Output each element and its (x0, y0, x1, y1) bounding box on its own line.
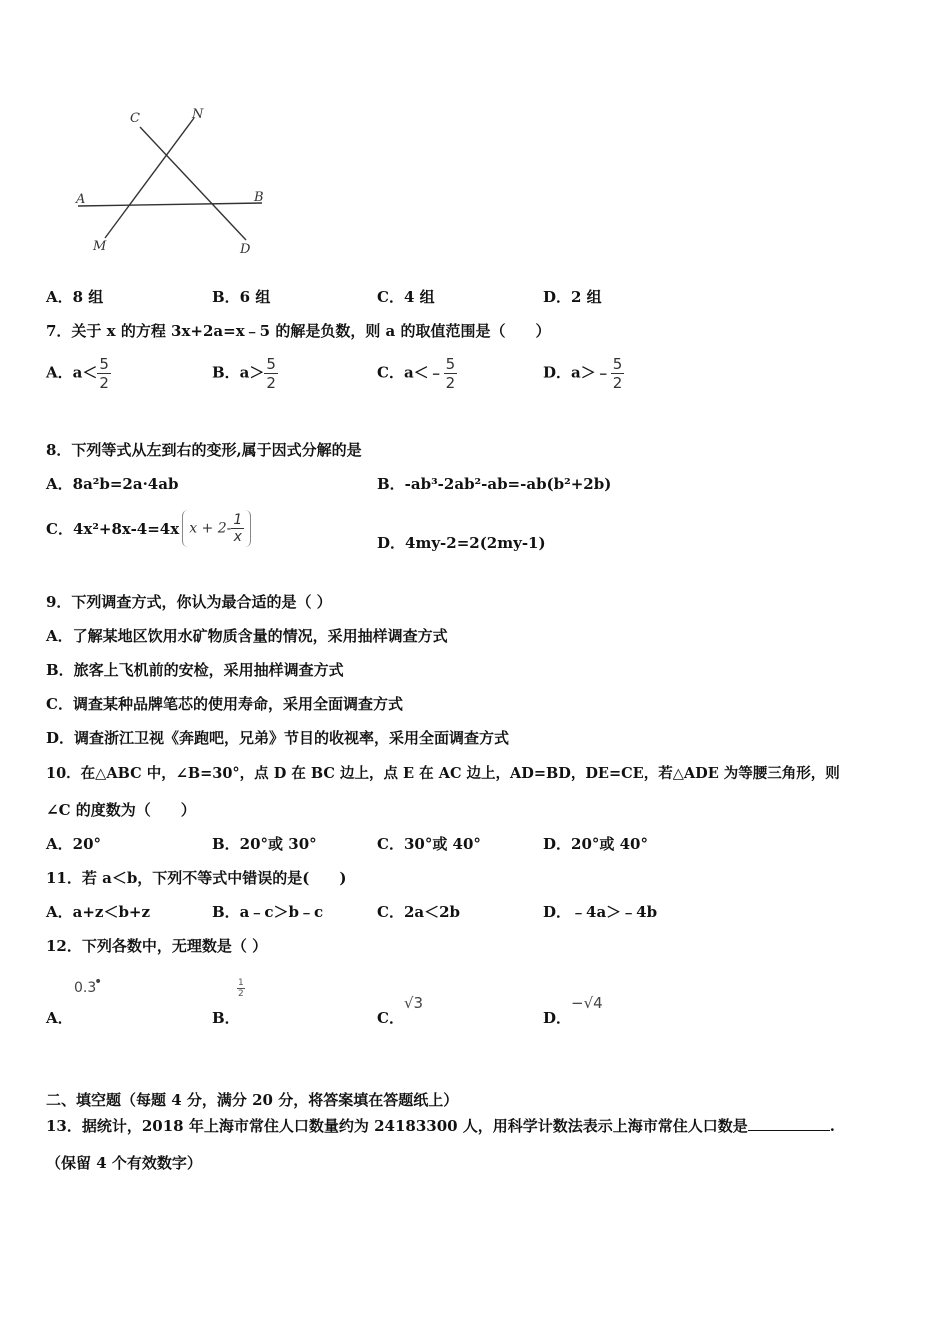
q10-option-c: C．30°或 40° (377, 835, 481, 853)
q7-option-d: D．a＞﹣ $\frac{5}{2}$ (543, 355, 623, 392)
line-cd (140, 127, 246, 240)
repeat-dot-icon: • (94, 974, 103, 990)
label-m: M (93, 239, 107, 254)
q9-option-c: C．调查某种品牌笔芯的使用寿命，采用全面调查方式 (46, 695, 403, 713)
q12-option-a-label: A． (46, 1009, 73, 1027)
q7-option-b: B．a＞ $\frac{5}{2}$ (212, 355, 276, 392)
q9-option-a: A．了解某地区饮用水矿物质含量的情况，采用抽样调查方式 (46, 627, 448, 645)
q9-option-d: D．调查浙江卫视《奔跑吧，兄弟》节目的收视率，采用全面调查方式 (46, 729, 510, 747)
fraction-five-halves: $\frac{5}{2}$ (99, 355, 109, 392)
q8-stem: 8．下列等式从左到右的变形,属于因式分解的是 (46, 441, 362, 459)
label-d: D (240, 242, 251, 257)
q10-stem-line1: 10．在△ABC 中，∠B=30°，点 D 在 BC 边上，点 E 在 AC 边上，AD=BD，DE=CE，若△ADE 为等腰三角形，则 (46, 765, 840, 782)
label-a: A (76, 192, 86, 207)
q8-option-c: C．4x²+8x-4=4x x + 2- $\frac{1}{x}$ (46, 510, 251, 547)
parenthesized-expression: x + 2- $\frac{1}{x}$ (182, 510, 251, 547)
q9-option-b: B．旅客上飞机前的安检，采用抽样调查方式 (46, 661, 344, 679)
q9-stem: 9．下列调查方式，你认为最合适的是（ ） (46, 593, 332, 611)
q7-option-c: C．a＜﹣ $\frac{5}{2}$ (377, 355, 456, 392)
q13-stem: 13．据统计，2018 年上海市常住人口数量约为 24183300 人，用科学计数法表示上海市常住人口数是 . (46, 1117, 836, 1135)
q12-option-d-label: D． (543, 1009, 572, 1027)
line-ab (78, 203, 262, 206)
q6-option-b: B．6 组 (212, 288, 271, 306)
label-n: N (192, 107, 204, 122)
fraction-five-halves: $\frac{5}{2}$ (266, 355, 276, 392)
section-two-heading: 二、填空题（每题 4 分，满分 20 分，将答案填在答题纸上） (46, 1091, 459, 1109)
q11-stem: 11．若 a＜b，下列不等式中错误的是( ) (46, 869, 347, 887)
answer-blank[interactable] (748, 1130, 830, 1131)
q8-option-a: A．8a²b=2a·4ab (46, 475, 179, 493)
repeating-decimal: 0.3 • (74, 974, 103, 996)
label-c: C (130, 111, 140, 126)
sqrt-three: √3 (404, 994, 424, 1012)
q6-option-d: D．2 组 (543, 288, 602, 306)
q8-option-b: B．-ab³-2ab²-ab=-ab(b²+2b) (377, 475, 612, 493)
q6-option-c: C．4 组 (377, 288, 435, 306)
q10-option-b: B．20°或 30° (212, 835, 317, 853)
q6-option-a: A．8 组 (46, 288, 104, 306)
q12-stem: 12．下列各数中，无理数是（ ） (46, 937, 268, 955)
q10-stem-line2: ∠C 的度数为（ ） (46, 801, 196, 819)
line-mn (105, 118, 194, 238)
fraction-five-halves: $\frac{5}{2}$ (612, 355, 623, 392)
intersecting-lines-figure (70, 100, 280, 260)
label-b: B (254, 190, 264, 205)
negative-sqrt-four: −√4 (571, 994, 603, 1012)
q8-option-d: D．4my-2=2(2my-1) (377, 534, 546, 552)
q13-note: （保留 4 个有效数字） (46, 1154, 202, 1172)
fraction-one-half: 1 2 (238, 978, 244, 999)
q12-option-c-label: C． (377, 1009, 404, 1027)
q7-option-a: A．a＜ $\frac{5}{2}$ (46, 355, 109, 392)
q11-option-d: D．﹣4a＞﹣4b (543, 903, 658, 921)
q10-option-d: D．20°或 40° (543, 835, 648, 853)
q11-option-c: C．2a＜2b (377, 903, 461, 921)
q12-option-b-label: B． (212, 1009, 240, 1027)
q11-option-b: B．a﹣c＞b﹣c (212, 903, 324, 921)
q7-stem: 7．关于 x 的方程 3x+2a=x﹣5 的解是负数，则 a 的取值范围是（ ） (46, 322, 551, 340)
q10-option-a: A．20° (46, 835, 102, 853)
q11-option-a: A．a+z＜b+z (46, 903, 151, 921)
fraction-five-halves: $\frac{5}{2}$ (445, 355, 456, 392)
